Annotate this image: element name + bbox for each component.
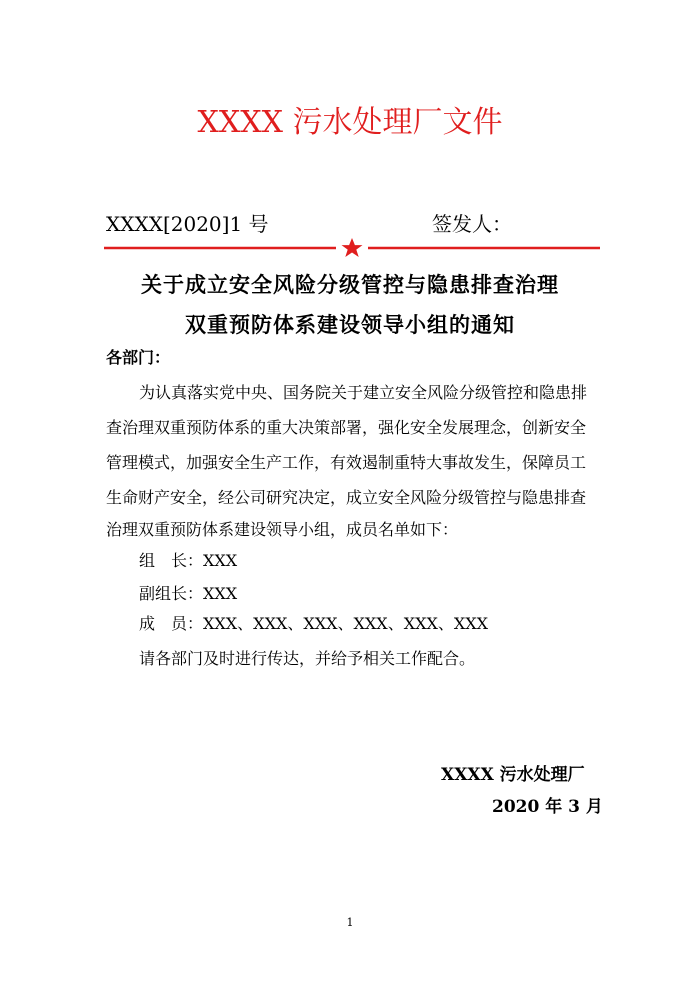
paragraph-line: 管理模式，加强安全生产工作，有效遏制重特大事故发生，保障员工 [106,453,587,472]
signature-org: XXXX 污水处理厂 [441,765,585,785]
notice-title-line-2: 双重预防体系建设领导小组的通知 [185,312,515,337]
paragraph-line: 生命财产安全，经公司研究决定，成立安全风险分级管控与隐患排查 [106,488,587,507]
paragraph-line: 治理双重预防体系建设领导小组，成员名单如下： [106,520,459,539]
signer-label: 签发人： [432,212,512,236]
member-leader: 组 长：XXX [139,551,238,570]
page-number: 1 [346,916,354,929]
document-number: XXXX[2020]1 号 [106,212,269,236]
paragraph-line: 查治理双重预防体系的重大决策部署，强化安全发展理念，创新安全 [106,418,587,437]
salutation: 各部门： [106,348,171,367]
signature-date: 2020 年 3 月 [492,797,603,817]
red-divider [104,236,600,260]
closing-request: 请各部门及时进行传达，并给予相关工作配合。 [139,649,476,668]
divider-star-icon [342,238,363,257]
document-header-title: XXXX 污水处理厂文件 [197,105,503,140]
notice-title-line-1: 关于成立安全风险分级管控与隐患排查治理 [141,272,559,297]
member-deputy: 副组长：XXX [139,584,238,603]
member-list: 成 员：XXX、XXX、XXX、XXX、XXX、XXX [139,614,489,633]
paragraph-line: 为认真落实党中央、国务院关于建立安全风险分级管控和隐患排 [139,383,588,402]
